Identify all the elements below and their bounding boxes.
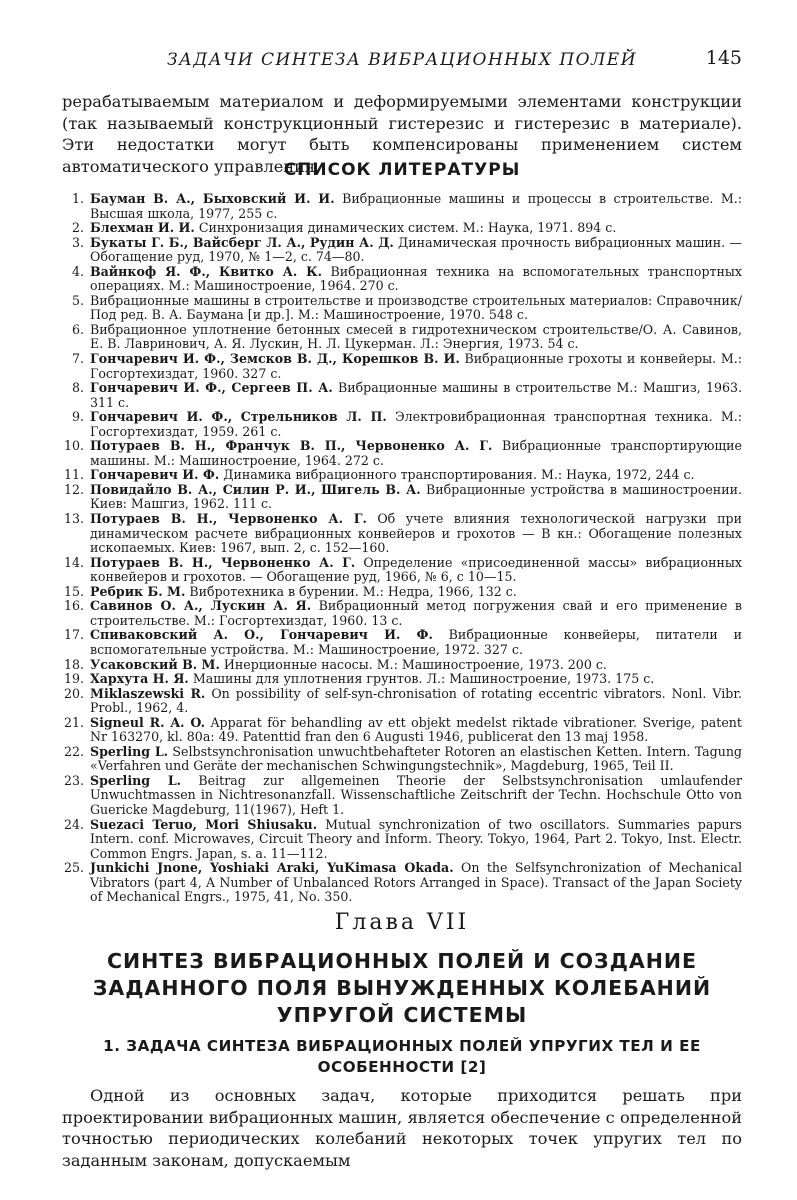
reference-number: 13. <box>63 511 84 527</box>
running-title: ЗАДАЧИ СИНТЕЗА ВИБРАЦИОННЫХ ПОЛЕЙ <box>166 50 638 70</box>
reference-item <box>62 745 742 774</box>
reference-number: 4. <box>71 263 84 279</box>
reference-authors: Вайнкоф Я. Ф., Квитко А. К. <box>90 263 323 279</box>
reference-number: 23. <box>63 772 84 788</box>
reference-text: Инерционные насосы. М.: Машиностроение, 1973. 200 с. <box>223 656 607 672</box>
page-header <box>62 42 742 72</box>
reference-text: Вибрационные грохоты и конвейеры. М.: Госгортехиздат, 1960. 327 с. <box>90 351 742 381</box>
reference-item <box>62 818 742 862</box>
reference-item <box>62 599 742 628</box>
reference-item <box>62 468 742 483</box>
references-title: СПИСОК ЛИТЕРАТУРЫ <box>283 160 521 180</box>
reference-number: 17. <box>63 627 84 643</box>
section-title: 1. ЗАДАЧА СИНТЕЗА ВИБРАЦИОННЫХ ПОЛЕЙ УПРУГИХ ТЕЛ И ЕЕ ОСОБЕННОСТИ [2] <box>103 1037 701 1076</box>
reference-authors: Junkichi Jnone, Yoshiaki Araki, YuKimasa Okada. <box>90 860 454 876</box>
reference-number: 1. <box>71 191 84 206</box>
reference-number: 11. <box>63 467 84 483</box>
reference-text: On the Selfsynchronization of Mechanical Vibrators (part 4, A Number of Unbalanced Rotors Arranged in Space). Transact of the Japan Society of Mechanical Engrs., 1975, 41, No. 350. <box>90 860 742 905</box>
reference-authors: Хархута Н. Я. <box>90 671 189 687</box>
reference-text: Электровибрационная транспортная техника. М.: Госгортехиздат, 1959. 261 с. <box>90 409 742 439</box>
reference-item <box>62 192 742 221</box>
reference-item <box>62 294 742 323</box>
reference-number: 5. <box>71 292 84 308</box>
reference-number: 14. <box>63 554 84 570</box>
reference-text: Машины для уплотнения грунтов. Л.: Машиностроение, 1973. 175 с. <box>192 671 655 687</box>
reference-number: 15. <box>63 583 84 599</box>
reference-text: Об учете влияния технологической нагрузки при динамическом расчете вибрационных конвейеров и грохотов — В кн.: Обогащение полезных ископаемых. Киев: 1967, вып. 2, с. 152—160. <box>90 511 742 556</box>
references-list <box>62 192 742 905</box>
reference-text: Вибрационные машины в строительстве М.: Машгиз, 1963. 311 с. <box>90 380 742 410</box>
reference-authors: Бауман В. А., Быховский И. И. <box>90 191 335 206</box>
reference-item <box>62 774 742 818</box>
reference-text: Вибрационные конвейеры, питатели и вспомогательные устройства. М.: Машиностроение, 1972. 327 с. <box>90 627 742 657</box>
reference-authors: Потураев В. Н., Франчук В. П., Червоненко А. Г. <box>90 438 493 454</box>
reference-text: Вибрационный метод погружения свай и его применение в строительстве. М.: Госгортехиздат, 1960. 13 с. <box>90 598 742 628</box>
reference-number: 18. <box>63 656 84 672</box>
reference-item <box>62 512 742 556</box>
reference-authors: Спиваковский А. О., Гончаревич И. Ф. <box>90 627 433 643</box>
intro-paragraph: рерабатываемым материалом и деформируемыми элементами конструкции (так называемый конструкционный гистерезис и гистерезис в материале). Эти недостатки могут быть компенсированы применением систем автоматического управления. <box>62 92 742 176</box>
reference-item <box>62 352 742 381</box>
reference-text: Вибрационные устройства в машиностроении. Киев: Машгиз, 1962. 111 с. <box>90 481 742 512</box>
reference-number: 20. <box>63 685 84 701</box>
reference-text: Mutual synchronization of two oscillators. Summaries papurs Intern. conf. Microwaves, Circuit Theory and Inform. Theory. Tokyo, 1964, Part 2. Tokyo, Inst. Electr. Common Engrs. Japan, s. a. 11—112. <box>90 816 742 861</box>
reference-text: Синхронизация динамических систем. М.: Наука, 1971. 894 с. <box>198 220 617 236</box>
chapter-title: СИНТЕЗ ВИБРАЦИОННЫХ ПОЛЕЙ И СОЗДАНИЕ ЗАДАННОГО ПОЛЯ ВЫНУЖДЕННЫХ КОЛЕБАНИЙ УПРУГОЙ СИСТЕМЫ <box>92 949 712 1027</box>
reference-item <box>62 585 742 600</box>
reference-item <box>62 672 742 687</box>
reference-number: 2. <box>71 220 84 236</box>
reference-number: 8. <box>71 380 84 396</box>
reference-authors: Гончаревич И. Ф., Стрельников Л. П. <box>90 409 387 425</box>
reference-authors: Гончаревич И. Ф., Земсков В. Д., Корешков В. И. <box>90 351 460 367</box>
reference-authors: Sperling L. <box>90 772 182 788</box>
reference-item <box>62 265 742 294</box>
reference-authors: Ребрик Б. М. <box>90 583 186 599</box>
reference-item <box>62 556 742 585</box>
reference-text: Beitrag zur allgemeinen Theorie der Selbstsynchronisation umlaufender Unwuchtmassen in Nichtresonanzfall. Wissenschaftliche Zeitschrift der Techn. Hochschule Otto von Guericke Magdeburg, 11(1967), Heft 1. <box>90 772 742 817</box>
reference-number: 3. <box>71 234 84 250</box>
reference-authors: Sperling L. <box>90 743 169 759</box>
reference-item <box>62 236 742 265</box>
reference-authors: Букаты Г. Б., Вайсберг Л. А., Рудин А. Д. <box>90 234 394 250</box>
reference-number: 22. <box>63 743 84 759</box>
reference-number: 6. <box>71 321 84 337</box>
reference-authors: Signeul R. A. O. <box>90 714 205 730</box>
reference-text: Selbstsynchronisation unwuchtbehafteter Rotoren an elastischen Ketten. Intern. Tagung «Verfahren und Geräte der mechanischen Schwingungstechnik», Magdeburg, 1965, Teil II. <box>90 743 742 774</box>
reference-authors: Блехман И. И. <box>90 220 195 236</box>
reference-number: 21. <box>63 714 84 730</box>
reference-item <box>62 439 742 468</box>
reference-text: Вибрационные транспортирующие машины. М.: Машиностроение, 1964. 272 с. <box>90 438 742 468</box>
reference-item <box>62 410 742 439</box>
reference-text: Вибрационные машины в строительстве и производстве строительных материалов: Справочник/Под ред. В. А. Баумана [и др.]. М.: Машиностроение, 1970. 548 с. <box>90 292 742 323</box>
reference-text: Apparat för behandling av ett objekt medelst riktade vibrationer. Sverige, patent Nr 163270, kl. 80a: 49. Patenttid fran den 6 Augusti 1946, publicerat den 13 maj 1958. <box>90 714 742 745</box>
reference-text: Динамика вибрационного транспортирования. М.: Наука, 1972, 244 с. <box>223 467 695 483</box>
reference-item <box>62 658 742 673</box>
page-number: 145 <box>705 47 742 69</box>
reference-number: 7. <box>71 351 84 367</box>
reference-number: 16. <box>63 598 84 614</box>
reference-number: 12. <box>63 481 84 497</box>
reference-text: Определение «присоединенной массы» вибрационных конвейеров и грохотов. — Обогащение руд, 1966, № 6, с 10—15. <box>90 554 742 585</box>
reference-text: Вибрационное уплотнение бетонных смесей в гидротехническом строительстве/О. А. Савинов, Е. В. Лавринович, А. Я. Лускин, Н. Л. Цукерман. Л.: Энергия, 1973. 54 с. <box>90 321 742 352</box>
reference-authors: Савинов О. А., Лускин А. Я. <box>90 598 312 614</box>
reference-item <box>62 323 742 352</box>
reference-item <box>62 687 742 716</box>
reference-authors: Потураев В. Н., Червоненко А. Г. <box>90 554 356 570</box>
reference-item <box>62 483 742 512</box>
reference-authors: Потураев В. Н., Червоненко А. Г. <box>90 511 367 527</box>
reference-text: On possibility of self-syn-chronisation of rotating eccentric vibrators. Nonl. Vibr. Probl., 1962, 4. <box>90 685 742 716</box>
chapter-label: Глава VII <box>334 910 470 935</box>
reference-number: 25. <box>63 860 84 876</box>
reference-text: Динамическая прочность вибрационных машин. — Обогащение руд, 1970, № 1—2, с. 74—80. <box>90 234 742 265</box>
reference-authors: Miklaszewski R. <box>90 685 206 701</box>
reference-authors: Усаковский В. М. <box>90 656 220 672</box>
reference-text: Вибрационные машины и процессы в строительстве. М.: Высшая школа, 1977, 255 с. <box>90 191 742 221</box>
reference-item <box>62 628 742 657</box>
reference-text: Вибрационная техника на вспомогательных транспортных операциях. М.: Машиностроение, 1964. 270 с. <box>90 263 742 294</box>
reference-item <box>62 716 742 745</box>
reference-number: 9. <box>71 409 84 425</box>
reference-item <box>62 381 742 410</box>
reference-number: 24. <box>63 816 84 832</box>
reference-authors: Гончаревич И. Ф. <box>90 467 220 483</box>
reference-authors: Повидайло В. А., Силин Р. И., Шигель В. А. <box>90 481 421 497</box>
body-text <box>62 1085 742 1171</box>
reference-number: 19. <box>63 671 84 687</box>
reference-text: Вибротехника в бурении. М.: Недра, 1966, 132 с. <box>189 583 517 599</box>
reference-authors: Гончаревич И. Ф., Сергеев П. А. <box>90 380 333 396</box>
body-paragraph: Одной из основных задач, которые приходится решать при проектировании вибрационных машин, является обеспечение с определенной точностью периодических колебаний некоторых точек упругих тел по заданным законам, допускаемым <box>62 1086 742 1170</box>
reference-authors: Suezaci Teruo, Mori Shiusaku. <box>90 816 318 832</box>
reference-number: 10. <box>63 438 84 454</box>
reference-item <box>62 221 742 236</box>
reference-item <box>62 861 742 905</box>
